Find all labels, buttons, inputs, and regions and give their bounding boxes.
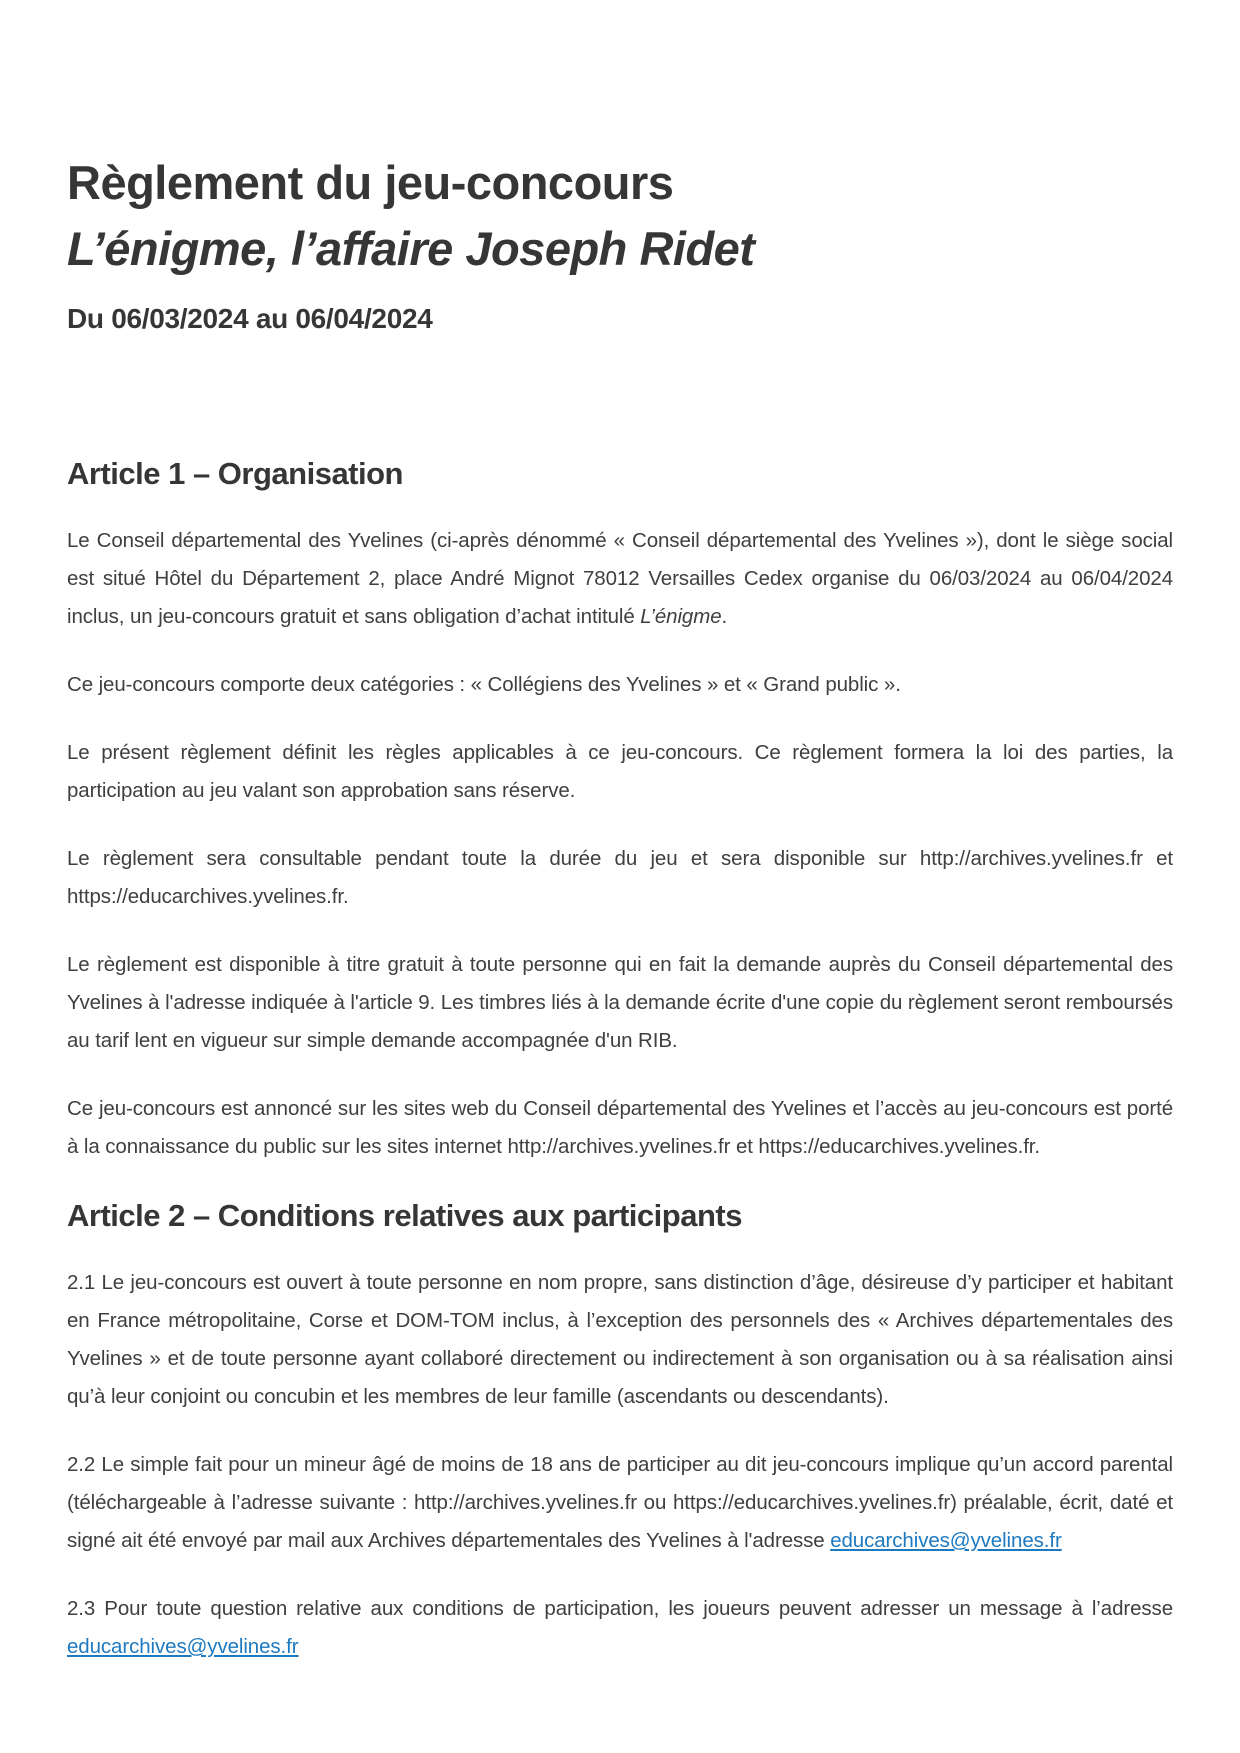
article2-paragraph-2-3 [67,1590,1173,1666]
title-line-2: L’énigme, l’affaire Joseph Ridet [67,222,755,275]
document-title [67,150,1173,282]
email-link-educarchives-1[interactable]: educarchives@yvelines.fr [830,1529,1062,1552]
article1-paragraph-5: Le règlement est disponible à titre gratuit à toute personne qui en fait la demande auprès du Conseil départemental des Yvelines à l'adresse indiquée à l'article 9. Les timbres liés à la demande écrite d'une copie du règlement seront remboursés au tarif lent en vigueur sur simple demande accompagnée d'un RIB. [67,953,1173,1052]
article1-paragraph-2: Ce jeu-concours comporte deux catégories : « Collégiens des Yvelines » et « Grand public ». [67,673,901,696]
email-link-educarchives-2[interactable]: educarchives@yvelines.fr [67,1635,299,1658]
article1-paragraph-1-text: Le Conseil départemental des Yvelines (ci-après dénommé « Conseil départemental des Yvelines »), dont le siège social est situé Hôtel du Département 2, place André Mignot 78012 Versailles Cedex organise du 06/03/2024 au 06/04/2024 inclus, un jeu-concours gratuit et sans obligation d’achat intitulé [67,529,1173,628]
article1-paragraph-3: Le présent règlement définit les règles applicables à ce jeu-concours. Ce règlement formera la loi des parties, la participation au jeu valant son approbation sans réserve. [67,741,1173,802]
date-range: Du 06/03/2024 au 06/04/2024 [67,303,433,334]
article2-paragraph-2-1: 2.1 Le jeu-concours est ouvert à toute personne en nom propre, sans distinction d’âge, désireuse d’y participer et habitant en France métropolitaine, Corse et DOM-TOM inclus, à l’exception des personnels des « Archives départementales des Yvelines » et de toute personne ayant collaboré directement ou indirectement à son organisation ou à sa réalisation ainsi qu’à leur conjoint ou concubin et les membres de leur famille (ascendants ou descendants). [67,1271,1173,1408]
title-line-1: Règlement du jeu-concours [67,156,674,209]
article2-paragraph-2-2-text: 2.2 Le simple fait pour un mineur âgé de moins de 18 ans de participer au dit jeu-concours implique qu’un accord parental (téléchargeable à l’adresse suivante : http://archives.yvelines.fr ou https://educarchives.yvelines.fr) préalable, écrit, daté et signé ait été envoyé par mail aux Archives départementales des Yvelines à l'adresse [67,1453,1173,1552]
article2-paragraph-2-2 [67,1446,1173,1560]
italic-term-enigme: L’énigme [640,605,722,628]
article1-paragraph-6: Ce jeu-concours est annoncé sur les sites web du Conseil départemental des Yvelines et l’accès au jeu-concours est porté à la connaissance du public sur les sites internet http://archives.yvelines.fr et https://educarchives.yvelines.fr. [67,1097,1173,1158]
article1-paragraph-1 [67,522,1173,636]
article-1-heading: Article 1 – Organisation [67,456,403,491]
article2-paragraph-2-3-text: 2.3 Pour toute question relative aux conditions de participation, les joueurs peuvent adresser un message à l’adresse [67,1597,1173,1620]
article-2-heading: Article 2 – Conditions relatives aux participants [67,1198,742,1233]
article1-paragraph-1-suffix: . [721,605,728,628]
article1-paragraph-4: Le règlement sera consultable pendant toute la durée du jeu et sera disponible sur http://archives.yvelines.fr et https://educarchives.yvelines.fr. [67,847,1173,908]
